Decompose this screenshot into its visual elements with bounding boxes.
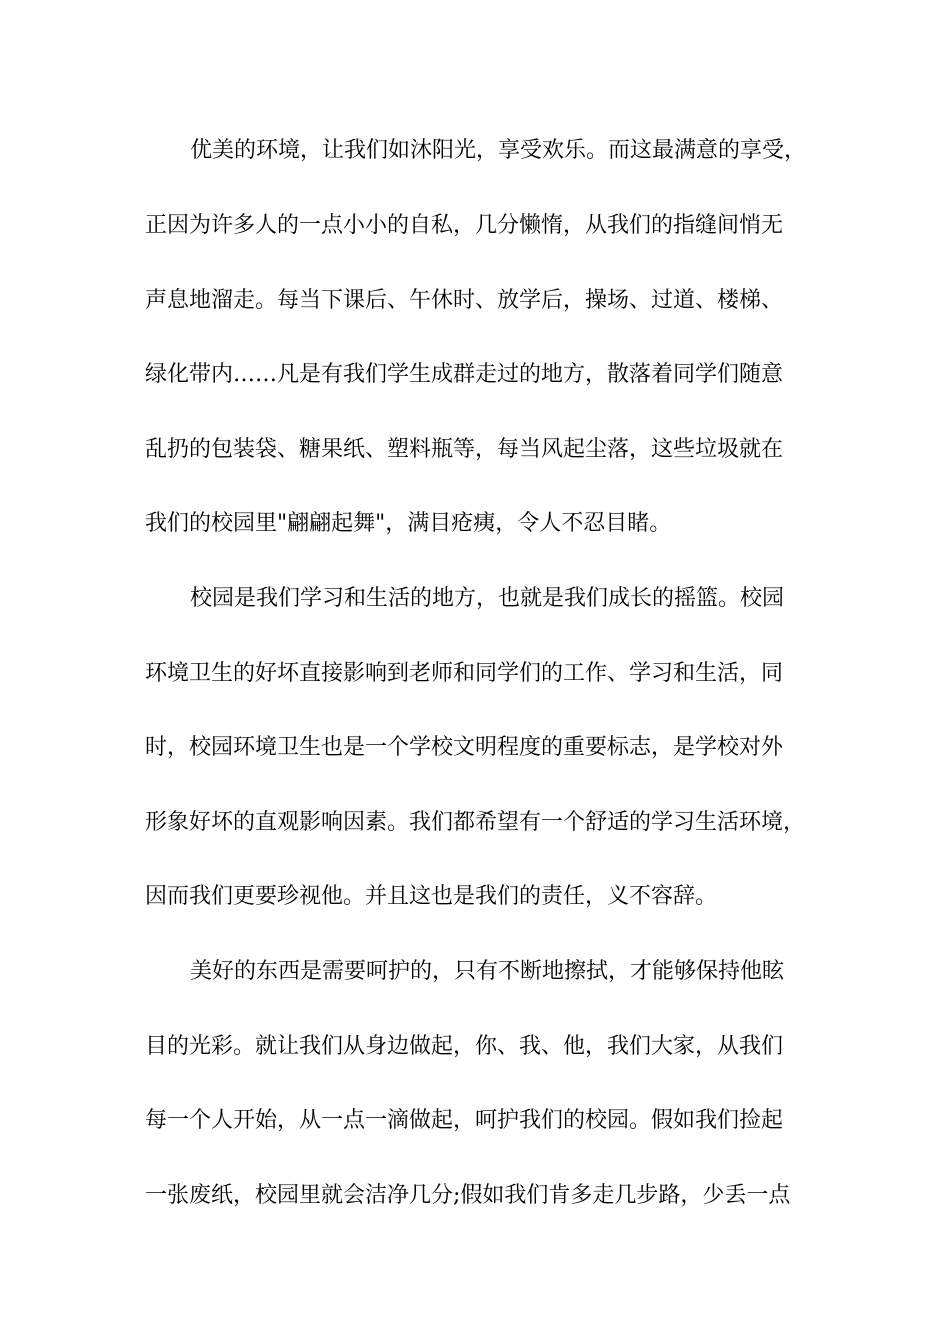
paragraph-2-line-5: 因而我们更要珍视他。并且这也是我们的责任，义不容辞。 — [145, 884, 718, 909]
paragraph-2-line-4: 形象好坏的直观影响因素。我们都希望有一个舒适的学习生活环境， — [145, 810, 806, 835]
paragraph-3-line-3: 每一个人开始，从一点一滴做起，呵护我们的校园。假如我们捡起 — [145, 1108, 784, 1133]
paragraph-1-line-2: 正因为许多人的一点小小的自私，几分懒惰，从我们的指缝间悄无 — [145, 213, 784, 238]
paragraph-3-line-4: 一张废纸，校园里就会洁净几分;假如我们肯多走几步路，少丢一点 — [145, 1183, 791, 1208]
paragraph-2-line-2: 环境卫生的好坏直接影响到老师和同学们的工作、学习和生活，同 — [145, 661, 784, 686]
paragraph-1-line-4: 绿化带内……凡是有我们学生成群走过的地方，散落着同学们随意 — [145, 362, 784, 387]
paragraph-3-line-1: 美好的东西是需要呵护的，只有不断地擦拭，才能够保持他眩 — [190, 959, 785, 984]
paragraph-1-line-1: 优美的环境，让我们如沐阳光，享受欢乐。而这最满意的享受， — [190, 138, 807, 163]
paragraph-1-line-6: 我们的校园里"翩翩起舞"，满目疮痍，令人不忍目睹。 — [145, 511, 672, 536]
paragraph-2-line-1: 校园是我们学习和生活的地方，也就是我们成长的摇篮。校园 — [190, 586, 785, 611]
paragraph-1-line-3: 声息地溜走。每当下课后、午休时、放学后，操场、过道、楼梯、 — [145, 288, 784, 313]
paragraph-1-line-5: 乱扔的包装袋、糖果纸、塑料瓶等，每当风起尘落，这些垃圾就在 — [145, 437, 784, 462]
paragraph-2-line-3: 时，校园环境卫生也是一个学校文明程度的重要标志，是学校对外 — [145, 735, 784, 760]
paragraph-3-line-2: 目的光彩。就让我们从身边做起，你、我、他，我们大家，从我们 — [145, 1034, 784, 1059]
